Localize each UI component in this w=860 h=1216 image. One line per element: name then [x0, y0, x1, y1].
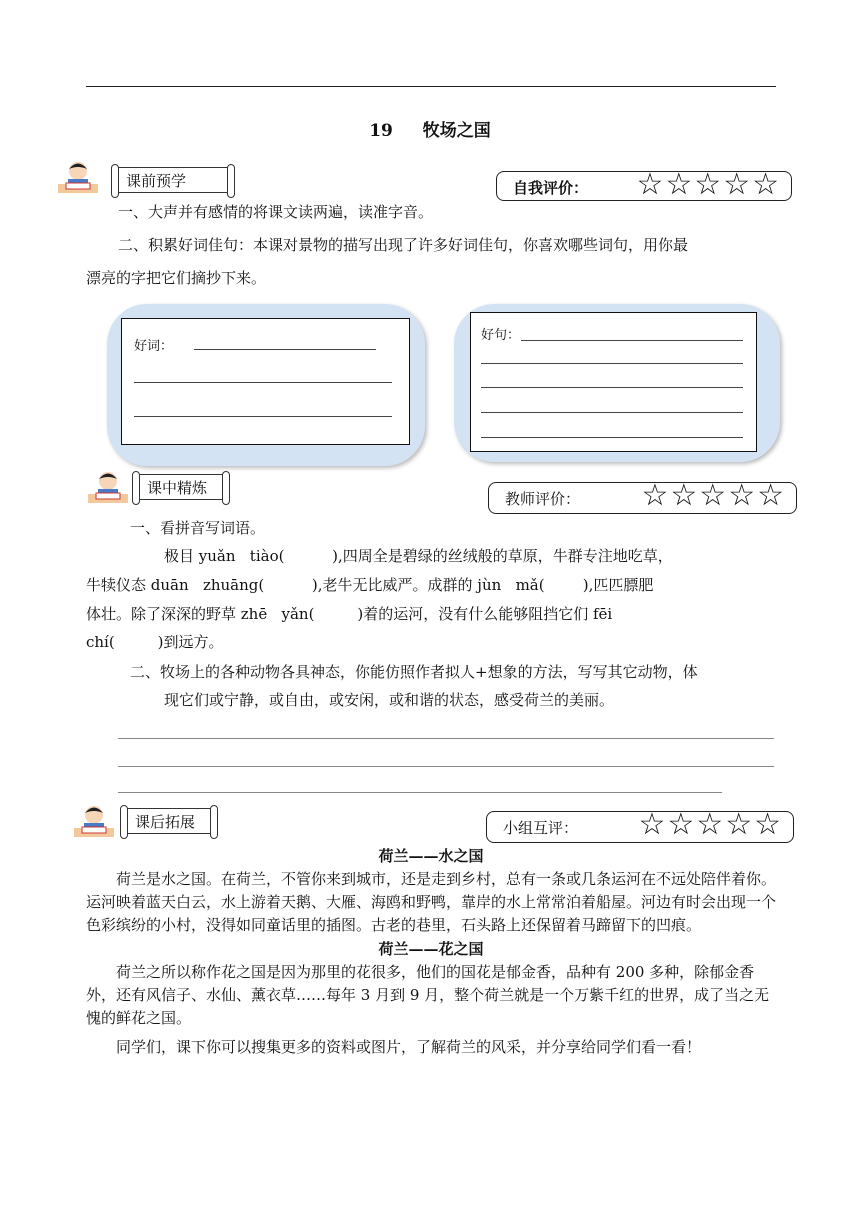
pre-q2-line1: 二、积累好词佳句：本课对景物的描写出现了许多好词佳句，你喜欢哪些词句，用你最 [118, 236, 689, 254]
page-title [0, 116, 860, 141]
sentences-label: 好句： [481, 328, 521, 343]
words-label: 好词： [134, 339, 174, 354]
closing-note: 同学们，课下你可以搜集更多的资料或图片，了解荷兰的风采，并分享给同学们看一看！ [116, 1038, 702, 1056]
answer-line[interactable] [118, 792, 722, 793]
student-reading-icon [86, 470, 130, 504]
answer-line[interactable] [118, 766, 774, 767]
after-class-tag: 课后拓展 [124, 808, 214, 834]
student-reading-icon [56, 160, 100, 194]
teacher-eval-box [488, 478, 797, 514]
article-2-body: 荷兰之所以称作花之国是因为那里的花很多，他们的国花是郁金香，品种有 200 多种，除郁金香外，还有风信子、水仙、薰衣草……每年 3 月到 9 月，整个荷兰就是一个万紫千红的世界，成了当之无愧的鲜花之国。 [86, 963, 770, 1027]
article-1-title: 荷兰——水之国 [378, 847, 484, 865]
words-line[interactable] [194, 349, 376, 350]
pinyin-line: 极目 yuǎn tiào( ),四周全是碧绿的丝绒般的草原，牛群专注地吃草， [164, 547, 673, 565]
pinyin-line: 牛犊仪态 duān zhuāng( ),老牛无比威严。成群的 jùn mǎ( ),匹匹膘肥 [86, 576, 654, 594]
article-1-body: 荷兰是水之国。在荷兰，不管你来到城市，还是走到乡村，总有一条或几条运河在不远处陪伴着你。运河映着蓝天白云，水上游着天鹅、大雁、海鸥和野鸭，靠岸的水上常常泊着船屋。河边有时会出现一个色彩缤纷的小村，没得如同童话里的插图。古老的巷里，石头路上还保留着马蹄留下的凹痕。 [86, 870, 777, 934]
extension-reading [86, 845, 776, 1059]
self-eval-label: 自我评价： [513, 179, 589, 197]
words-line[interactable] [134, 416, 392, 417]
self-eval-stars[interactable]: ☆☆☆☆☆ [636, 167, 781, 202]
sentences-line[interactable] [481, 363, 743, 364]
group-eval-stars[interactable]: ☆☆☆☆☆ [638, 807, 783, 842]
pre-study-tag: 课前预学 [115, 167, 231, 193]
sentences-line[interactable] [521, 340, 743, 341]
in-class-tag: 课中精炼 [136, 474, 226, 500]
pre-q2-line2: 漂亮的字把它们摘抄下来。 [86, 269, 267, 287]
top-rule [86, 86, 776, 87]
sentences-line[interactable] [481, 412, 743, 413]
sentences-line[interactable] [481, 387, 743, 388]
article-2-title: 荷兰——花之国 [378, 940, 484, 958]
words-box [121, 318, 410, 445]
pinyin-line: chí( )到远方。 [86, 633, 224, 651]
mid-q2-line1: 二、牧场上的各种动物各具神态，你能仿照作者拟人+想象的方法，写写其它动物，体 [130, 663, 698, 681]
sentences-box [470, 312, 757, 452]
pre-q1: 一、大声并有感情的将课文读两遍，读准字音。 [118, 203, 434, 221]
pinyin-line: 体壮。除了深深的野草 zhē yǎn( )着的运河，没有什么能够阻挡它们 fēi [86, 605, 613, 623]
group-eval-label: 小组互评： [503, 819, 579, 837]
teacher-eval-label: 教师评价： [505, 490, 581, 508]
sentences-line[interactable] [481, 437, 743, 438]
answer-line[interactable] [118, 738, 774, 739]
words-line[interactable] [134, 382, 392, 383]
student-reading-icon [72, 804, 116, 838]
lesson-number: 19 [369, 121, 393, 141]
mid-q2-line2: 现它们或宁静，或自由，或安闲，或和谐的状态，感受荷兰的美丽。 [164, 691, 615, 709]
mid-q1: 一、看拼音写词语。 [130, 519, 266, 537]
group-eval-box [486, 807, 794, 843]
lesson-title: 牧场之国 [422, 121, 491, 141]
teacher-eval-stars[interactable]: ☆☆☆☆☆ [641, 478, 786, 513]
